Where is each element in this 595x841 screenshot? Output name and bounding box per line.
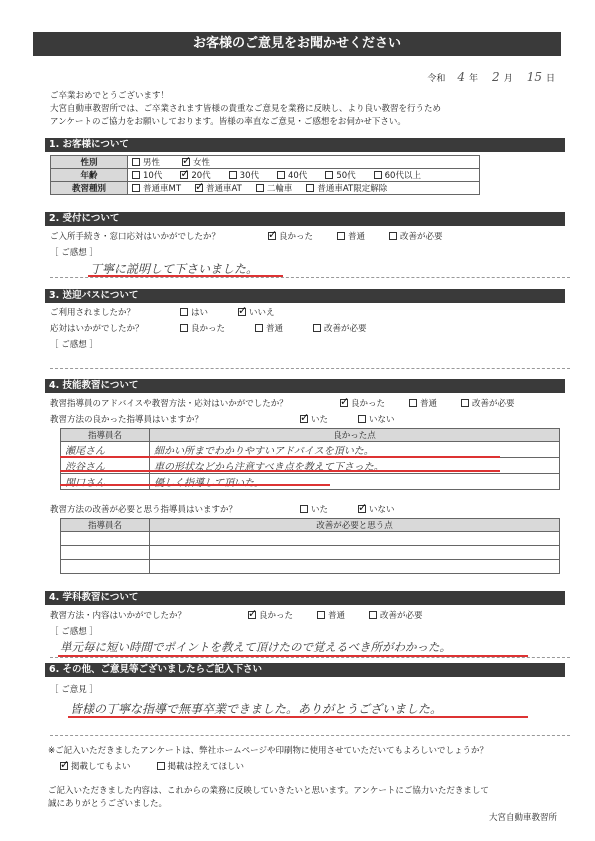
checkbox-icon[interactable]	[409, 399, 417, 407]
table-header-row	[61, 519, 560, 532]
red-underline	[60, 456, 500, 458]
checkbox-label: 普通	[328, 611, 346, 621]
checkbox-option[interactable]	[132, 171, 162, 181]
customer-info-table	[50, 155, 480, 195]
checkbox-option[interactable]	[313, 324, 367, 334]
checkbox-label: 良かった	[191, 324, 226, 334]
section-1-header: 1. お客様について	[45, 138, 565, 152]
bad-instructor-table	[60, 518, 560, 574]
checkbox-label: 改善が必要	[400, 232, 443, 242]
checked-box-icon[interactable]	[340, 399, 348, 407]
checked-box-icon[interactable]	[238, 308, 246, 316]
checkbox-option[interactable]	[325, 171, 355, 181]
checkbox-option[interactable]	[306, 184, 387, 194]
footer-line: 誠にありがとうございました。	[48, 799, 168, 809]
checkbox-option[interactable]	[369, 611, 423, 621]
footer-line: ご記入いただきました内容は、これからの業務に反映していきたいと思います。アンケートにご協力いただきまして	[48, 786, 489, 796]
checked-box-icon[interactable]	[195, 184, 203, 192]
checkbox-option[interactable]	[389, 232, 443, 242]
checkbox-label: 良かった	[259, 611, 294, 621]
checkbox-option[interactable]	[60, 762, 131, 772]
comment-line	[50, 368, 570, 369]
checkbox-label: 普通	[348, 232, 366, 242]
checked-box-icon[interactable]	[180, 171, 188, 179]
checkbox-label: 60代以上	[384, 171, 421, 181]
checkbox-option[interactable]	[255, 324, 283, 334]
intro-line: アンケートのご協力をお願いしております。皆様の率直なご意見・ご感想をお伺かせ下さい。	[50, 117, 406, 127]
date-month[interactable]: 2	[492, 70, 500, 84]
red-underline	[68, 716, 528, 718]
checkbox-option[interactable]	[337, 232, 365, 242]
checkbox-option[interactable]	[195, 184, 242, 194]
checkbox-icon[interactable]	[157, 762, 165, 770]
good-point[interactable]: 優しく指導して頂いた。	[150, 474, 560, 490]
publish-options	[60, 760, 270, 772]
table-row	[61, 532, 560, 546]
opinion-comment-label: ［ ご意見 ］	[50, 685, 98, 695]
reception-options	[268, 230, 467, 242]
checkbox-option[interactable]	[358, 415, 395, 425]
checkbox-label: 二輪車	[266, 184, 293, 194]
checkbox-option[interactable]	[358, 505, 395, 515]
skill-question: 教習指導員のアドバイスや教習方法・応対はいかがでしたか？	[50, 399, 288, 409]
checkbox-icon[interactable]	[256, 184, 264, 192]
checkbox-label: いない	[369, 505, 395, 515]
checkbox-icon[interactable]	[461, 399, 469, 407]
checkbox-label: いた	[311, 415, 329, 425]
checkbox-label: 男性	[143, 158, 161, 168]
checkbox-label: 普通	[420, 399, 438, 409]
page-title: お客様のご意見をお聞かせください	[33, 32, 561, 56]
checkbox-icon[interactable]	[358, 415, 366, 423]
comment-line	[50, 735, 570, 736]
date-month-unit: 月	[503, 74, 513, 84]
bus-use-question: ご利用されましたか？	[50, 308, 136, 318]
checkbox-icon[interactable]	[389, 232, 397, 240]
checkbox-label: 普通車MT	[143, 184, 182, 194]
checked-box-icon[interactable]	[268, 232, 276, 240]
section-2-header: 2. 受付について	[45, 212, 565, 226]
bus-comment-label: ［ ご感想 ］	[50, 340, 98, 350]
checkbox-option[interactable]	[461, 399, 515, 409]
good-instructor-options	[300, 413, 425, 425]
checkbox-label: はい	[191, 308, 209, 318]
checkbox-label: 普通	[266, 324, 284, 334]
bad-instructor-question: 教習方法の改善が必要と思う指導員はいますか？	[50, 505, 238, 515]
good-instructor-table	[60, 428, 560, 490]
checkbox-option[interactable]	[317, 611, 345, 621]
lecture-comment-label: ［ ご感想 ］	[50, 627, 98, 637]
checkbox-label: 20代	[191, 171, 211, 181]
checkbox-label: いない	[369, 415, 395, 425]
checkbox-option[interactable]	[238, 308, 275, 318]
instructor-name[interactable]: 関口さん	[61, 474, 150, 490]
section-4-header: 4. 技能教習について	[45, 379, 565, 393]
bus-use-options	[180, 306, 305, 318]
checkbox-icon[interactable]	[180, 308, 188, 316]
table-row	[61, 546, 560, 560]
checkbox-label: 掲載は控えてほしい	[167, 762, 245, 772]
checkbox-option[interactable]	[132, 158, 160, 168]
checkbox-option[interactable]	[340, 399, 385, 409]
date-year[interactable]: 4	[457, 70, 466, 84]
section-6-header: 6. その他、ご意見等ございましたらご記入下さい	[45, 663, 565, 677]
intro-line: 大宮自動車教習所では、ご卒業されます皆様の貴重なご意見を業務に反映し、より良い教習を行うため	[50, 104, 442, 114]
checkbox-label: 良かった	[351, 399, 386, 409]
gender-row	[51, 156, 480, 169]
course-label: 教習種別	[51, 182, 128, 195]
checkbox-icon[interactable]	[306, 184, 314, 192]
red-underline	[60, 484, 330, 486]
instructor-name[interactable]: 渋谷さん	[61, 458, 150, 474]
intro-text	[50, 90, 570, 129]
checkbox-option[interactable]	[229, 171, 259, 181]
date	[427, 70, 555, 84]
bad-point[interactable]	[150, 560, 560, 574]
checkbox-icon[interactable]	[132, 184, 140, 192]
checkbox-option[interactable]	[409, 399, 437, 409]
bus-service-options	[180, 322, 397, 334]
good-point[interactable]: 車の形状などから注意すべき点を教えて下さった。	[150, 458, 560, 474]
checked-box-icon[interactable]	[182, 158, 190, 166]
checkbox-icon[interactable]	[277, 171, 285, 179]
checkbox-label: 改善が必要	[380, 611, 423, 621]
checkbox-icon[interactable]	[313, 324, 321, 332]
checkbox-icon[interactable]	[132, 171, 140, 179]
checkbox-icon[interactable]	[132, 158, 140, 166]
instructor-name-header: 指導員名	[61, 519, 150, 532]
bad-point-header: 改善が必要と思う点	[150, 519, 560, 532]
date-year-unit: 年	[469, 74, 479, 84]
good-point[interactable]: 細かい所までわかりやすいアドバイスを頂いた。	[150, 442, 560, 458]
checkbox-icon[interactable]	[300, 505, 308, 513]
skill-options	[340, 397, 539, 409]
checked-box-icon[interactable]	[300, 415, 308, 423]
checked-box-icon[interactable]	[60, 762, 68, 770]
course-options	[128, 182, 480, 195]
checkbox-icon[interactable]	[180, 324, 188, 332]
checkbox-label: 掲載してもよい	[71, 762, 131, 772]
date-era: 令和	[427, 74, 446, 84]
comment-line	[50, 657, 570, 658]
checkbox-icon[interactable]	[325, 171, 333, 179]
checkbox-label: 40代	[287, 171, 308, 181]
bus-service-question: 応対はいかがでしたか？	[50, 324, 144, 334]
good-instructor-question: 教習方法の良かった指導員はいますか？	[50, 415, 204, 425]
checkbox-label: 10代	[143, 171, 163, 181]
good-point-header: 良かった点	[150, 429, 560, 442]
checkbox-label: 改善が必要	[324, 324, 367, 334]
checkbox-option[interactable]	[268, 232, 313, 242]
age-label: 年齢	[51, 169, 128, 182]
checkbox-icon[interactable]	[369, 611, 377, 619]
age-options	[128, 169, 480, 182]
table-row	[61, 560, 560, 574]
checkbox-option[interactable]	[256, 184, 293, 194]
checkbox-label: 良かった	[279, 232, 314, 242]
reception-comment-label: ［ ご感想 ］	[50, 248, 98, 258]
checkbox-option[interactable]	[374, 171, 421, 181]
reception-question: ご入所手続き・窓口応対はいかがでしたか？	[50, 232, 221, 242]
red-underline	[60, 470, 500, 472]
date-day[interactable]: 15	[526, 70, 542, 84]
checkbox-label: 30代	[239, 171, 259, 181]
checkbox-icon[interactable]	[255, 324, 263, 332]
lecture-question: 教習方法・内容はいかがでしたか？	[50, 611, 187, 621]
bad-instructor-options	[300, 503, 425, 515]
comment-line	[50, 277, 570, 278]
section-3-header: 3. 送迎バスについて	[45, 289, 565, 303]
course-row	[51, 182, 480, 195]
reception-comment[interactable]: 丁寧に説明して下さいました。	[90, 262, 259, 276]
checkbox-option[interactable]	[132, 184, 181, 194]
bad-point[interactable]	[150, 532, 560, 546]
intro-line: ご卒業おめでとうございます！	[50, 91, 170, 101]
instructor-name[interactable]	[61, 560, 150, 574]
checkbox-option[interactable]	[248, 611, 293, 621]
checkbox-label: 女性	[193, 158, 211, 168]
checkbox-option[interactable]	[300, 505, 328, 515]
checkbox-icon[interactable]	[317, 611, 325, 619]
checkbox-label: 普通車AT	[206, 184, 242, 194]
section-5-header: 4. 学科教習について	[45, 591, 565, 605]
checkbox-option[interactable]	[180, 324, 225, 334]
gender-label: 性別	[51, 156, 128, 169]
instructor-name[interactable]: 瀬尾さん	[61, 442, 150, 458]
checkbox-label: いいえ	[249, 308, 275, 318]
lecture-options	[248, 609, 447, 621]
checkbox-label: 改善が必要	[472, 399, 515, 409]
checked-box-icon[interactable]	[358, 505, 366, 513]
checkbox-option[interactable]	[180, 308, 208, 318]
age-row	[51, 169, 480, 182]
instructor-name[interactable]	[61, 532, 150, 546]
checkbox-icon[interactable]	[337, 232, 345, 240]
company-name: 大宮自動車教習所	[488, 813, 557, 823]
date-day-unit: 日	[545, 74, 555, 84]
publish-note: ※ご記入いただきましたアンケートは、弊社ホームページや印刷物に使用させていただいてもよろしいでしょうか？	[48, 746, 488, 756]
instructor-name-header: 指導員名	[61, 429, 150, 442]
lecture-comment[interactable]: 単元毎に短い時間でポイントを教えて頂けたので覚えるべき所がわかった。	[60, 640, 451, 654]
checkbox-icon[interactable]	[374, 171, 382, 179]
checkbox-label: 50代	[336, 171, 356, 181]
instructor-name[interactable]	[61, 546, 150, 560]
checkbox-option[interactable]	[277, 171, 307, 181]
checkbox-label: 普通車AT限定解除	[317, 184, 388, 194]
checkbox-option[interactable]	[300, 415, 328, 425]
table-header-row	[61, 429, 560, 442]
checkbox-option[interactable]	[157, 762, 245, 772]
opinion-comment[interactable]: 皆様の丁寧な指導で無事卒業できました。ありがとうございました。	[70, 702, 443, 716]
checked-box-icon[interactable]	[248, 611, 256, 619]
footer-text	[48, 785, 578, 811]
table-row	[61, 474, 560, 490]
bad-point[interactable]	[150, 546, 560, 560]
checkbox-label: いた	[311, 505, 329, 515]
checkbox-icon[interactable]	[229, 171, 237, 179]
